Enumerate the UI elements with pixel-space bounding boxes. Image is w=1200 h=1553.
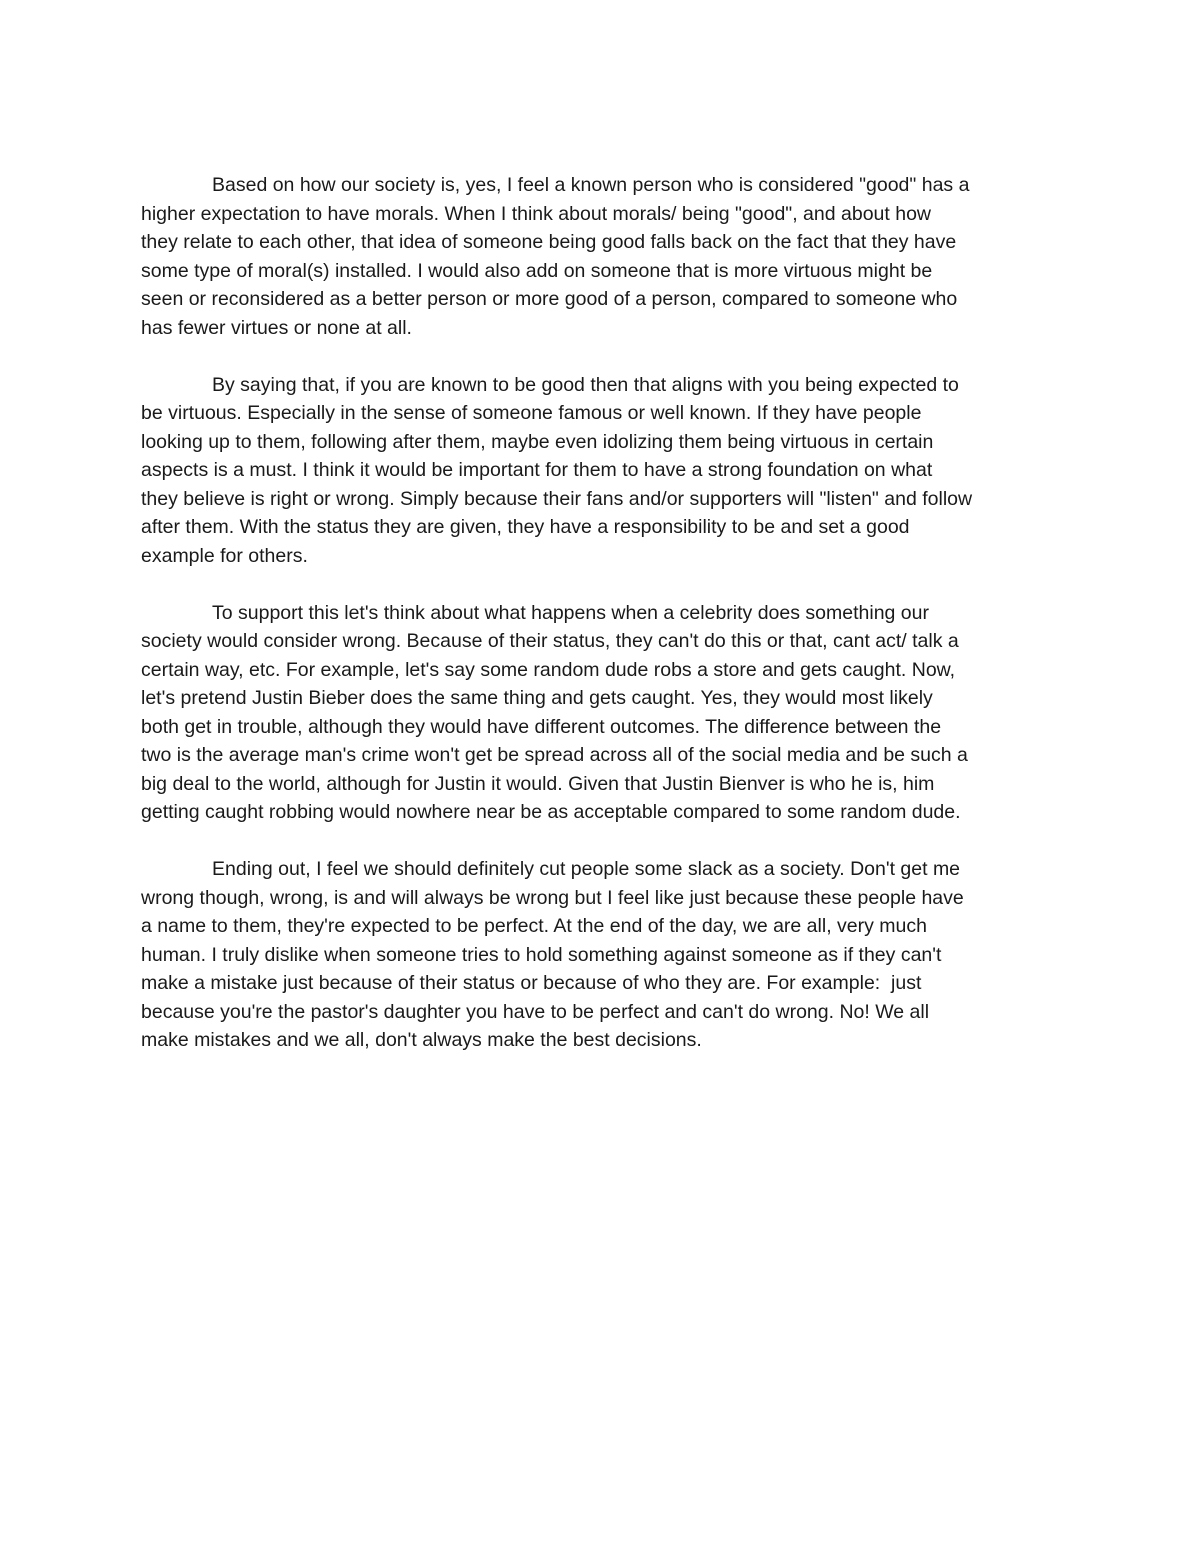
paragraph-line: To support this let's think about what happens when a celebrity does something our	[212, 601, 929, 624]
paragraph-2	[141, 371, 1081, 571]
paragraph-line: looking up to them, following after them, maybe even idolizing them being virtuous in certain	[141, 430, 934, 453]
paragraph-line: seen or reconsidered as a better person or more good of a person, compared to someone who	[141, 288, 958, 310]
paragraph-line: By saying that, if you are known to be good then that aligns with you being expected to	[212, 373, 959, 396]
paragraph-line: a name to them, they're expected to be perfect. At the end of the day, we are all, very much	[141, 915, 927, 937]
paragraph-line: has fewer virtues or none at all.	[141, 316, 412, 339]
paragraph-line: human. I truly dislike when someone tries to hold something against someone as if they can't	[141, 943, 942, 966]
paragraph-line: aspects is a must. I think it would be important for them to have a strong foundation on what	[141, 459, 933, 481]
paragraph-line: make a mistake just because of their status or because of who they are. For example: just	[141, 972, 922, 994]
paragraph-line: make mistakes and we all, don't always make the best decisions.	[141, 1029, 702, 1051]
paragraph-line: Ending out, I feel we should definitely cut people some slack as a society. Don't get me	[212, 858, 961, 880]
paragraph-line: getting caught robbing would nowhere near be as acceptable compared to some random dude.	[141, 801, 961, 823]
paragraph-spacer	[141, 342, 1081, 371]
paragraph-line: after them. With the status they are given, they have a responsibility to be and set a good	[141, 516, 910, 538]
paragraph-1	[141, 171, 1081, 342]
paragraph-line: some type of moral(s) installed. I would also add on someone that is more virtuous might be	[141, 259, 933, 282]
paragraph-line: big deal to the world, although for Justin it would. Given that Justin Bienver is who he is, him	[141, 772, 935, 795]
paragraph-line: wrong though, wrong, is and will always be wrong but I feel like just because these people have	[141, 886, 964, 909]
paragraph-spacer	[141, 827, 1081, 856]
paragraph-line: let's pretend Justin Bieber does the same thing and gets caught. Yes, they would most likely	[141, 687, 933, 709]
paragraph-line: both get in trouble, although they would have different outcomes. The difference between the	[141, 715, 942, 738]
paragraph-line: they relate to each other, that idea of someone being good falls back on the fact that they have	[141, 231, 957, 253]
paragraph-line: society would consider wrong. Because of their status, they can't do this or that, cant act/ talk a	[141, 630, 959, 652]
paragraph-line: example for others.	[141, 544, 308, 567]
paragraph-spacer	[141, 570, 1081, 599]
paragraph-line: two is the average man's crime won't get be spread across all of the social media and be such a	[141, 744, 968, 766]
paragraph-line: Based on how our society is, yes, I feel a known person who is considered "good" has a	[212, 174, 970, 196]
paragraph-4	[141, 855, 1081, 1055]
paragraph-line: be virtuous. Especially in the sense of someone famous or well known. If they have people	[141, 402, 922, 424]
paragraph-line: certain way, etc. For example, let's say some random dude robs a store and gets caught. Now,	[141, 658, 956, 681]
paragraph-line: they believe is right or wrong. Simply because their fans and/or supporters will "listen" and follow	[141, 487, 973, 510]
paragraph-3	[141, 599, 1081, 827]
paragraph-line: because you're the pastor's daughter you have to be perfect and can't do wrong. No! We all	[141, 1000, 930, 1023]
document-body	[141, 171, 1081, 1055]
paragraph-line: higher expectation to have morals. When I think about morals/ being "good", and about how	[141, 202, 931, 225]
